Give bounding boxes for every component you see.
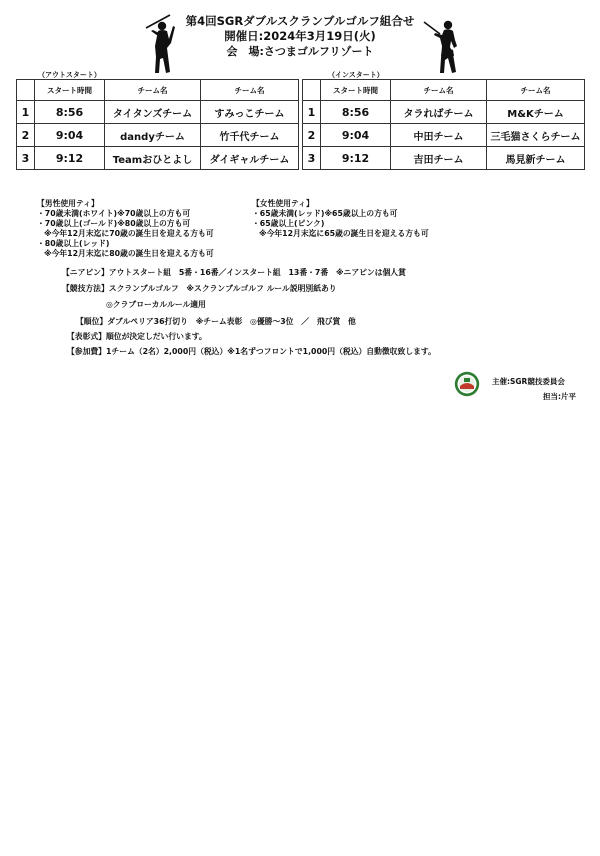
detail-text: アウトスタート組 5番・16番／インスタート組 13番・7番 ※ニアピンは個人賞 xyxy=(108,268,406,277)
group-number: 2 xyxy=(17,124,35,147)
header-cell xyxy=(17,80,35,101)
detail-text: スクランブルゴルフ ※スクランブルゴルフ ルール説明別紙あり xyxy=(108,284,337,293)
team-name: すみっこチーム xyxy=(201,101,299,124)
start-time: 9:12 xyxy=(35,147,105,170)
team-name: dandyチーム xyxy=(105,124,201,147)
team-name: ダイギャルチーム xyxy=(201,147,299,170)
competition-details xyxy=(62,267,436,360)
female-tee-rules xyxy=(252,199,429,239)
header-cell xyxy=(303,80,321,101)
detail-nearpin xyxy=(62,267,436,281)
start-time: 8:56 xyxy=(35,101,105,124)
rule-note: ※今年12月末迄に65歳の誕生日を迎える方も可 xyxy=(259,229,429,238)
event-venue: 会 場:さつまゴルフリゾート xyxy=(226,45,374,58)
team-name: Teamおひとよし xyxy=(105,147,201,170)
rule-line: ・70歳以上(ゴールド)※80歳以上の方も可 xyxy=(37,219,191,228)
rule-line: ・65歳以上(ピンク) xyxy=(252,219,325,228)
group-number: 2 xyxy=(303,124,321,147)
table-row xyxy=(17,124,299,147)
team-name: 中田チーム xyxy=(391,124,487,147)
table-row xyxy=(303,124,585,147)
group-number: 3 xyxy=(17,147,35,170)
golfer-silhouette-left-icon xyxy=(140,12,186,76)
female-tee-heading: 【女性使用ティ】 xyxy=(252,199,314,208)
start-time: 9:12 xyxy=(321,147,391,170)
detail-text: 1チーム（2名）2,000円（税込）※1名ずつフロントで1,000円（税込）自動徴収致します。 xyxy=(105,347,436,356)
detail-label: 【参加費】 xyxy=(67,347,106,356)
group-number: 1 xyxy=(17,101,35,124)
male-tee-rules xyxy=(37,199,214,259)
detail-local-rule xyxy=(62,299,436,313)
header-cell: チーム名 xyxy=(105,80,201,101)
team-name: M&Kチーム xyxy=(487,101,585,124)
header-cell: チーム名 xyxy=(201,80,299,101)
table-row xyxy=(303,101,585,124)
table-row xyxy=(17,147,299,170)
start-time: 9:04 xyxy=(35,124,105,147)
rule-line: ・65歳未満(レッド)※65歳以上の方も可 xyxy=(252,209,398,218)
organizer: 主催:SGR競技委員会 xyxy=(492,377,565,386)
in-course-label: （インスタート） xyxy=(328,71,384,79)
event-date: 開催日:2024年3月19日(火) xyxy=(224,29,376,43)
detail-text: ◎クラブローカルルール適用 xyxy=(106,300,206,309)
team-name: タラればチーム xyxy=(391,101,487,124)
staff-in-charge: 担当:片平 xyxy=(543,392,576,401)
rule-note: ※今年12月末迄に70歳の誕生日を迎える方も可 xyxy=(44,229,214,238)
detail-text: ダブルペリア36打切り ※チーム表彰 ◎優勝～3位 ／ 飛び賞 他 xyxy=(107,317,356,326)
page-title: 第4回SGRダブルスクランブルゴルフ組合せ xyxy=(185,14,415,28)
team-name: タイタンズチーム xyxy=(105,101,201,124)
detail-text: 順位が決定しだい行います。 xyxy=(105,332,207,341)
header-cell: スタート時間 xyxy=(35,80,105,101)
header-cell: チーム名 xyxy=(487,80,585,101)
out-course-table xyxy=(16,79,299,170)
team-name: 三毛猫さくらチーム xyxy=(487,124,585,147)
group-number: 1 xyxy=(303,101,321,124)
team-name: 吉田チーム xyxy=(391,147,487,170)
club-logo-icon xyxy=(454,371,480,397)
team-name: 馬見新チーム xyxy=(487,147,585,170)
detail-fee xyxy=(62,346,436,360)
header xyxy=(0,14,600,59)
team-name: 竹千代チーム xyxy=(201,124,299,147)
in-course-table xyxy=(302,79,585,170)
table-header-row xyxy=(17,80,299,101)
golfer-silhouette-right-icon xyxy=(420,14,470,78)
group-number: 3 xyxy=(303,147,321,170)
table-row xyxy=(303,147,585,170)
detail-format xyxy=(62,283,436,297)
rule-line: ・80歳以上(レッド) xyxy=(37,239,110,248)
detail-label: 【競技方法】 xyxy=(62,284,109,293)
detail-ceremony xyxy=(62,331,436,345)
header-cell: スタート時間 xyxy=(321,80,391,101)
header-cell: チーム名 xyxy=(391,80,487,101)
start-time: 9:04 xyxy=(321,124,391,147)
detail-label: 【表彰式】 xyxy=(67,332,106,341)
table-header-row xyxy=(303,80,585,101)
male-tee-heading: 【男性使用ティ】 xyxy=(37,199,99,208)
start-time: 8:56 xyxy=(321,101,391,124)
rule-note: ※今年12月末迄に80歳の誕生日を迎える方も可 xyxy=(44,249,214,258)
table-row xyxy=(17,101,299,124)
out-course-label: （アウトスタート） xyxy=(38,71,101,79)
rule-line: ・70歳未満(ホワイト)※70歳以上の方も可 xyxy=(37,209,191,218)
detail-label: 【ニアピン】 xyxy=(62,268,109,277)
detail-label: 【順位】 xyxy=(76,317,108,326)
detail-ranking xyxy=(62,316,436,330)
